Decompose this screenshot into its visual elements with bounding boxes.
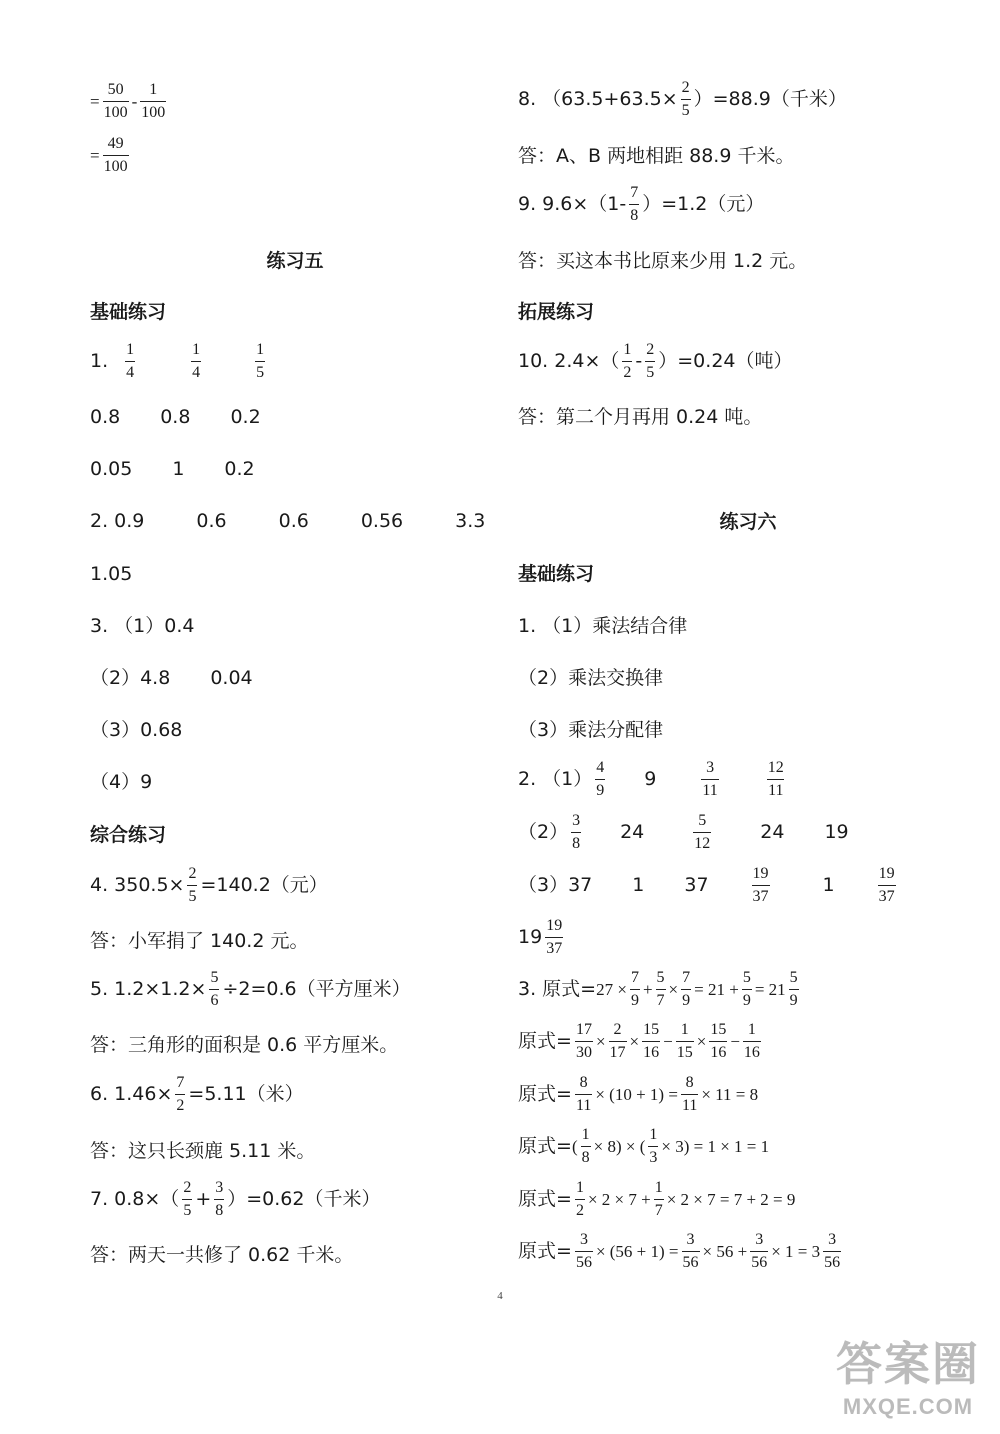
r2-tail: 19 $\frac{19}{37}$ (518, 917, 563, 957)
q2-line: 2. 0.9 0.6 0.6 0.56 3.3 (90, 510, 486, 532)
answer-10: 答：第二个月再用 0.24 吨。 (518, 406, 763, 428)
calc-line-2: = $\frac{49}{100}$ (90, 135, 128, 175)
q7-line: 7. 0.8×（ $\frac{2}{5}$ + $\frac{3}{8}$ ）=0.62（千米） (90, 1179, 381, 1219)
r2-2: （2） $\frac{3}{8}$ 24 $\frac{5}{12}$ 24 19 (518, 812, 849, 852)
watermark-bottom: MXQE.COM (842, 1394, 974, 1419)
y5-line: 原式 = $\frac{1}{2}$ × 2 × 7 + $\frac{1}{7}$ × 2 × 7 = 7 + 2 = 9 (518, 1179, 796, 1219)
y6-line: 原式 = $\frac{3}{56}$ × (56 + 1) = $\frac{3}{56}$ × 56 + $\frac{3}{56}$ × 1 = 3 $\frac{3}{56}$ (518, 1231, 841, 1271)
answer-9: 答：买这本书比原来少用 1.2 元。 (518, 250, 808, 272)
r2-3: （3）37 1 37 $\frac{19}{37}$ 1 $\frac{19}{37}$ (518, 865, 895, 905)
answer-7: 答：两天一共修了 0.62 千米。 (90, 1244, 354, 1266)
q1-row-b: 0.05 1 0.2 (90, 458, 255, 480)
fraction: $\frac{50}{100}$ (103, 81, 128, 121)
answer-5: 答：三角形的面积是 0.6 平方厘米。 (90, 1034, 399, 1056)
y1-line: 3. 原式 = 27 × $\frac{7}{9}$ + $\frac{5}{7}$ × $\frac{7}{9}$ = 21 + $\frac{5}{9}$ = 21 $\frac{5}{9}$ (518, 969, 798, 1009)
r1-3: （3）乘法分配律 (518, 719, 664, 741)
calc-line-1: = $\frac{50}{100}$ - $\frac{1}{100}$ (90, 81, 166, 121)
q1-row-a: 0.8 0.8 0.2 (90, 406, 261, 428)
y4-line: 原式 = ( $\frac{1}{8}$ × 8) × ( $\frac{1}{3}$ × 3) = 1 × 1 = 1 (518, 1126, 770, 1166)
section-title-6: 练习六 (719, 511, 777, 533)
basic-practice-heading-6: 基础练习 (518, 563, 595, 585)
q5-line: 5. 1.2×1.2× $\frac{5}{6}$ ÷2=0.6（平方厘米） (90, 969, 411, 1009)
q3-4: （4）9 (90, 771, 153, 793)
section-title-5: 练习五 (266, 250, 324, 272)
y3-line: 原式 = $\frac{8}{11}$ × (10 + 1) = $\frac{8}{11}$ × 11 = 8 (518, 1074, 759, 1114)
page-number: 4 (497, 1290, 503, 1302)
r1-1: 1. （1）乘法结合律 (518, 615, 688, 637)
q10-line: 10. 2.4×（ $\frac{1}{2}$ - $\frac{2}{5}$ ）=0.24（吨） (518, 341, 793, 381)
q1-line: 1. $\frac{1}{4}$ $\frac{1}{4}$ $\frac{1}{5}$ (90, 341, 265, 381)
q3-3: （3）0.68 (90, 719, 183, 741)
answer-4: 答：小军捐了 140.2 元。 (90, 930, 309, 952)
watermark-top: 答案圈 (836, 1337, 980, 1391)
q4-line: 4. 350.5× $\frac{2}{5}$ =140.2（元） (90, 865, 328, 905)
basic-practice-heading: 基础练习 (90, 301, 167, 323)
watermark-logo (836, 1328, 980, 1420)
q9-line: 9. 9.6×（1- $\frac{7}{8}$ ）=1.2（元） (518, 184, 765, 224)
q3-1: 3. （1）0.4 (90, 615, 195, 637)
extension-practice-heading: 拓展练习 (518, 301, 595, 323)
comprehensive-practice-heading: 综合练习 (90, 824, 167, 846)
fraction: $\frac{1}{100}$ (141, 81, 166, 121)
y2-line: 原式 = $\frac{17}{30}$ × $\frac{2}{17}$ × $\frac{15}{16}$ − $\frac{1}{15}$ × $\frac{15}{16}$ − $\frac{1}{16}$ (518, 1021, 760, 1061)
q2-tail: 1.05 (90, 563, 133, 585)
q8-line: 8. （63.5+63.5× $\frac{2}{5}$ ）=88.9（千米） (518, 79, 847, 119)
q3-2: （2）4.8 0.04 (90, 667, 253, 689)
r1-2: （2）乘法交换律 (518, 667, 664, 689)
q6-line: 6. 1.46× $\frac{7}{2}$ =5.11（米） (90, 1074, 304, 1114)
answer-8: 答：A、B 两地相距 88.9 千米。 (518, 145, 795, 167)
fraction: $\frac{49}{100}$ (103, 135, 128, 175)
answer-6: 答：这只长颈鹿 5.11 米。 (90, 1140, 316, 1162)
r2-1: 2. （1） $\frac{4}{9}$ 9 $\frac{3}{11}$ $\frac{12}{11}$ (518, 759, 784, 799)
